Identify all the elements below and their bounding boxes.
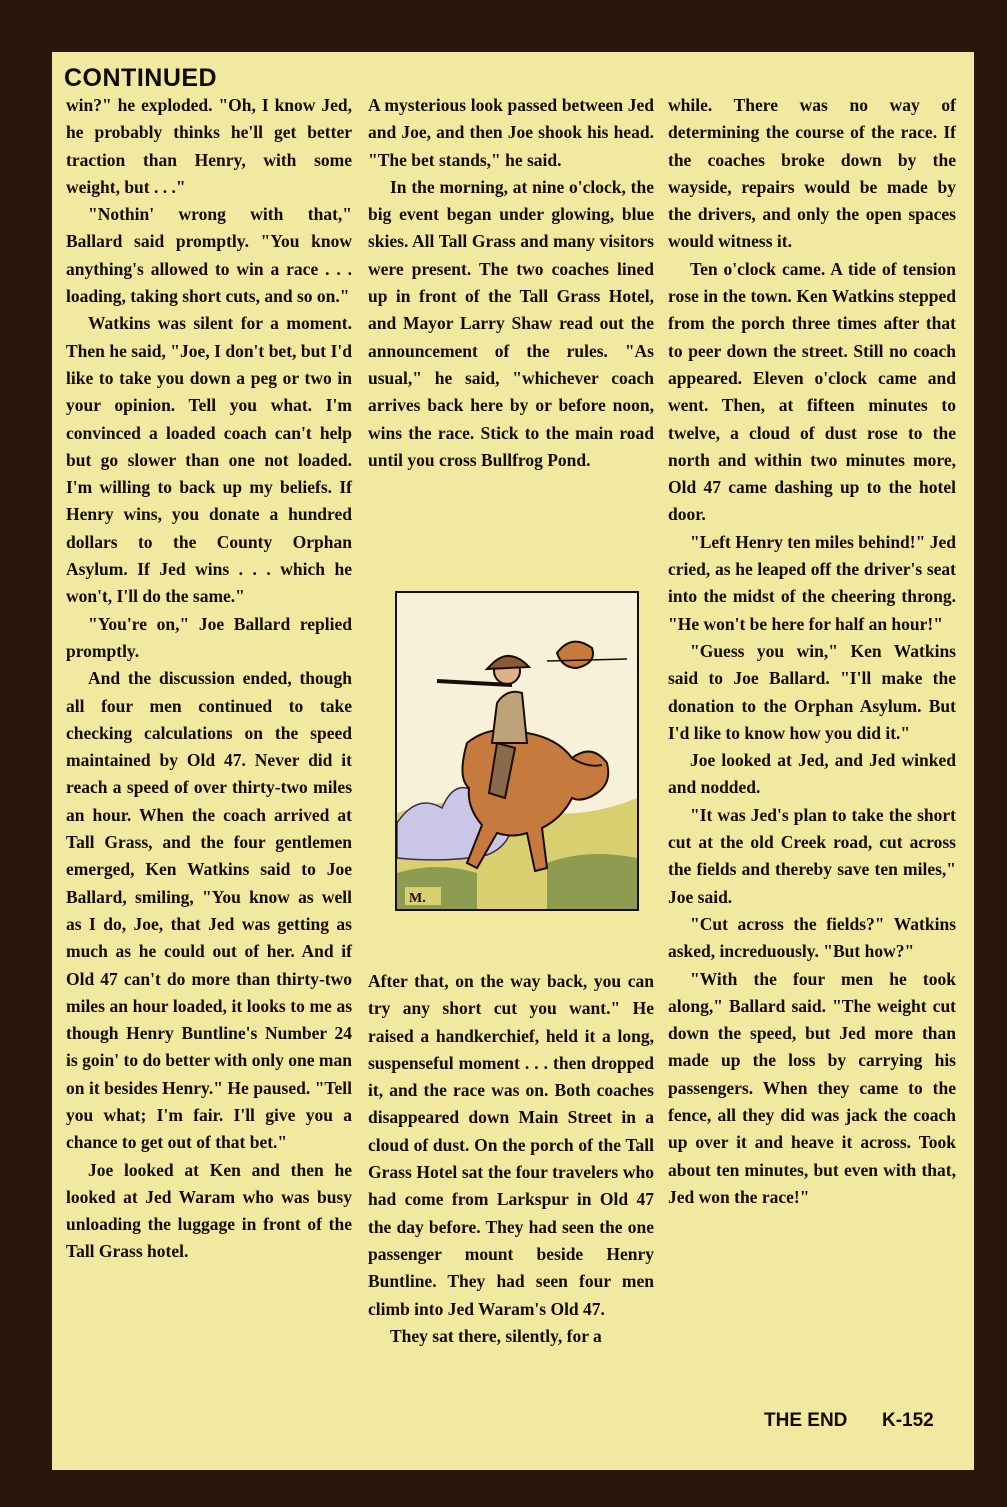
- paragraph: "Guess you win," Ken Watkins said to Joe Ballard. "I'll make the donation to the Orphan Asylum. But I'd like to know how you did it.": [668, 640, 956, 743]
- story-code: K-152: [882, 1410, 934, 1431]
- paragraph: "You're on," Joe Ballard replied promptly.: [66, 613, 352, 661]
- paragraph: Watkins was silent for a moment. Then he said, "Joe, I don't bet, but I'd like to take you down a peg or two in your opinion. Tell you what. I'm convinced a loaded coach can't help but go slower than one not loaded. I'm willing to back up my beliefs. If Henry wins, you donate a hundred dollars to the County Orphan Asylum. If Jed wins . . . which he won't, I'll do the same.": [66, 313, 352, 607]
- paragraph: "Nothin' wrong with that," Ballard said promptly. "You know anything's allowed to win a race . . . loading, taking short cuts, and so on.": [66, 204, 352, 307]
- cowboy-rider-drawing: [397, 593, 637, 909]
- continued-heading: CONTINUED: [64, 64, 218, 92]
- cowboy-illustration: [395, 591, 639, 911]
- text-column-2-bottom: [368, 968, 654, 1350]
- paragraph: Joe looked at Jed, and Jed winked and nodded.: [668, 750, 956, 798]
- paragraph: while. There was no way of determining the course of the race. If the coaches broke down by the wayside, repairs would be made by the drivers, and only the open spaces would witness it.: [668, 95, 956, 252]
- artist-signature: M.: [409, 891, 426, 906]
- paragraph: "Cut across the fields?" Watkins asked, increduously. "But how?": [668, 913, 956, 962]
- paragraph: In the morning, at nine o'clock, the big event began under glowing, blue skies. All Tall Grass and many visitors were present. The two coaches lined up in front of the Tall Grass Hotel, and Mayor Larry Shaw read out the announcement of the rules. "As usual," he said, "whichever coach arrives back here by or before noon, wins the race. Stick to the main road until you cross Bullfrog Pond.: [368, 176, 654, 470]
- text-column-3: [668, 92, 956, 1211]
- the-end-label: THE END: [764, 1410, 848, 1431]
- paragraph: Ten o'clock came. A tide of tension rose in the town. Ken Watkins stepped from the porch three times after that to peer down the street. Still no coach appeared. Eleven o'clock came and went. Then, at fifteen minutes to twelve, a cloud of dust rose to the north and within two minutes more, Old 47 came dashing up to the hotel door.: [668, 258, 956, 525]
- paragraph: "With the four men he took along," Ballard said. "The weight cut down the speed, but Jed more than made up the loss by carrying his passengers. When they came to the fence, all they did was jack the coach up over it and heave it across. Took about ten minutes, but even with that, Jed won the race!": [668, 968, 956, 1207]
- paragraph: They sat there, silently, for a: [390, 1325, 602, 1346]
- paragraph: After that, on the way back, you can try any short cut you want." He raised a handkerchief, held it a long, suspenseful moment . . . then dropped it, and the race was on. Both coaches disappeared down Main Street in a cloud of dust. On the porch of the Tall Grass Hotel sat the four travelers who had come from Larkspur in Old 47 the day before. They had seen the one passenger mount beside Henry Buntline. They had seen four men climb into Jed Waram's Old 47.: [368, 971, 654, 1319]
- text-column-1: [66, 92, 352, 1266]
- paragraph: Joe looked at Ken and then he looked at Jed Waram who was busy unloading the luggage in front of the Tall Grass hotel.: [66, 1159, 352, 1262]
- paragraph: And the discussion ended, though all four men continued to take checking calculations on the speed maintained by Old 47. Never did it reach a speed of over thirty-two miles an hour. When the coach arrived at Tall Grass, and the four gentlemen emerged, Ken Watkins said to Joe Ballard, smiling, "You know as well as I do, Joe, that Jed was getting as much as he could out of her. And if Old 47 can't do more than thirty-two miles an hour loaded, it looks to me as though Henry Buntline's Number 24 is goin' to do better with only one man on it besides Henry." He paused. "Tell you what; I'm fair. I'll give you a chance to get out of that bet.": [66, 668, 352, 1153]
- text-column-2-top: [368, 92, 654, 474]
- paragraph: "Left Henry ten miles behind!" Jed cried, as he leaped off the driver's seat into the midst of the cheering throng. "He won't be here for half an hour!": [668, 531, 956, 634]
- paragraph: "It was Jed's plan to take the short cut at the old Creek road, cut across the fields and thereby save ten miles," Joe said.: [668, 804, 956, 907]
- paragraph: win?" he exploded. "Oh, I know Jed, he probably thinks he'll get better traction than Henry, with some weight, but . . .": [66, 95, 352, 197]
- paragraph: A mysterious look passed between Jed and Joe, and then Joe shook his head. "The bet stands," he said.: [368, 95, 654, 170]
